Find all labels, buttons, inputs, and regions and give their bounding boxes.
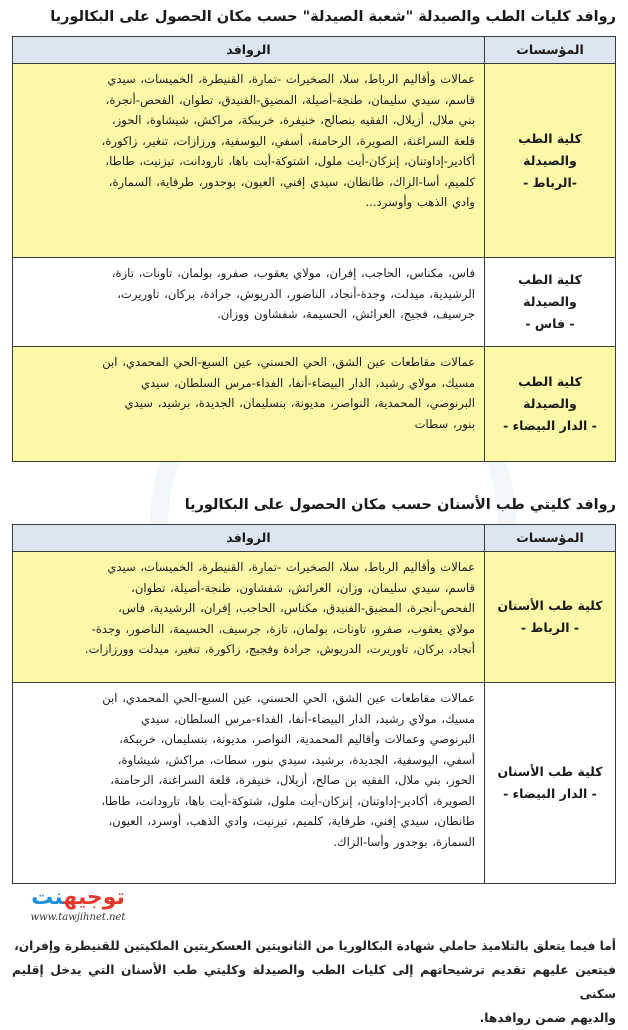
tributary-line: بني ملال، أزيلال، الفقيه بنصالح، خنيفرة، خريبكة، مراكش، شيشاوة، الحوز، (111, 113, 475, 127)
logo-text-part1: توجيه (63, 885, 125, 910)
tributaries-cell (13, 64, 485, 258)
table-row (13, 552, 616, 683)
tributary-line: قاسم، سيدي سليمان، وزان، العرائش، شفشاون، طنجة-أصيلة، تطوان، (131, 580, 475, 595)
tributary-line: الفحص-أنجرة، المضيق-الفنيدق، مكناس، الحاجب، إفران، الرشيدية، فاس، (118, 601, 475, 615)
footer-line: فيتعين عليهم تقديم ترشيحاتهم إلى كليات الطب والصيدلة وكليتي طب الأسنان التي يدخل إقليم سكنى (12, 963, 616, 1001)
logo-text-part2: نت (31, 885, 64, 910)
footer-line: أما فيما يتعلق بالتلاميذ حاملي شهادة البكالوريا من الثانويتين العسكريتين الملكيتين للقنيطرة وإفران، (14, 939, 616, 953)
institution-cell (485, 347, 616, 462)
tributary-line: عمالات مقاطعات عين الشق، الحي الحسني، عين السبع-الحي المحمدي، ابن (102, 355, 475, 369)
tawjihnet-logo (14, 885, 142, 931)
institution-name: كلية طب الأسنان (497, 598, 603, 613)
tributary-line: أكادير-إداوتنان، إنزكان-أيت ملول، اشتوكة-أيت باها، تارودانت، تيزنيت، طاطا، (105, 154, 475, 168)
header-institutions: المؤسسات (485, 525, 616, 552)
institution-name: كلية الطب والصيدلة (518, 130, 582, 168)
tributary-line: مولاي يعقوب، صفرو، تاونات، بولمان، تازة، جرسيف، الحسيمة، الناضور، وجدة- (91, 621, 475, 636)
tributary-line: عمالات مقاطعات عين الشق، الحي الحسني، عين السبع-الحي المحمدي، ابن (102, 691, 475, 705)
tributary-line: فاس، مكناس، الحاجب، إفران، مولاي يعقوب، صفرو، بولمان، تاونات، تازة، (111, 266, 475, 280)
tributaries-cell (13, 683, 485, 884)
tributary-line: طانطان، سيدي إفني، طرفاية، كلميم، تيزنيت، وادي الذهب، أوسرد، العيون، (108, 814, 475, 828)
table-row (13, 347, 616, 462)
tributary-line: مسيك، مولاي رشيد، الدار البيضاء-أنفا، الفداء-مرس السلطان، سيدي (140, 711, 475, 726)
tributary-line: جرسيف، فجيج، العرائش، الحسيمة، شفشاون ووزان. (217, 307, 475, 321)
institution-cell (485, 64, 616, 258)
table-row (13, 683, 616, 884)
tributary-line: أسفي، اليوسفية، الجديدة، برشيد، سيدي بنور، سطات، مراكش، شيشاوة، (117, 752, 475, 767)
footer-line: والديهم ضمن روافدها. (479, 1011, 616, 1025)
institution-city: -الرباط - (523, 174, 577, 190)
footer-note (12, 934, 616, 1030)
institution-city: - الدار البيضاء - (503, 418, 597, 433)
tributaries-cell (13, 552, 485, 683)
institution-cell (485, 552, 616, 683)
institution-city: - الدار البيضاء - (503, 786, 597, 801)
dentistry-table (12, 524, 616, 884)
logo-text (14, 885, 142, 911)
tributary-line: قاسم، سيدي سليمان، طنجة-أصيلة، المضيق-الفنيدق، تطوان، الفحص-أنجرة، (105, 92, 475, 107)
tributary-line: البرنوصي، المحمدية، النواصر، مديونة، بنسليمان، الجديدة، برشيد، سيدي (124, 396, 475, 410)
header-institutions: المؤسسات (485, 37, 616, 64)
tributary-line: البرنوصي وعمالات وأقاليم المحمدية، النواصر، مديونة، بنسليمان، خريبكة، (119, 732, 475, 746)
institution-cell (485, 683, 616, 884)
header-tributaries: الروافد (13, 37, 485, 64)
tributaries-cell (13, 347, 485, 462)
table-row (13, 64, 616, 258)
tributary-line: الحوز، بني ملال، الفقيه بن صالح، أزيلال، خنيفرة، قلعة السراغنة، الرحامنة، (110, 773, 475, 787)
institution-name: كلية الطب والصيدلة (518, 374, 582, 411)
institution-cell (485, 258, 616, 347)
tributaries-cell (13, 258, 485, 347)
section1-title: روافد كليات الطب والصيدلة "شعبة الصيدلة" حسب مكان الحصول على البكالوريا (50, 9, 616, 25)
tributary-line: الصويرة، أكادير-إداوتنان، إنزكان-أيت ملول، شتوكة-أيت باها، تارودانت، طاطا، (101, 793, 475, 808)
institution-city: - فاس - (525, 316, 575, 331)
tributary-line: قلعة السراغنة، الصويرة، الرحامنة، أسفي، اليوسفية، ورزازات، تنغير، زاكورة، (101, 133, 475, 148)
pharmacy-table (12, 36, 616, 462)
tributary-line: بنور، سطات (414, 416, 475, 431)
header-tributaries: الروافد (13, 525, 485, 552)
tributary-line: عمالات وأقاليم الرباط، سلا، الصخيرات -تمارة، القنيطرة، الخميسات، سيدي (107, 560, 475, 574)
tributary-line: مسيك، مولاي رشيد، الدار البيضاء-أنفا، الفداء-مرس السلطان، سيدي (140, 375, 475, 390)
logo-url: www.tawjihnet.net (30, 912, 126, 923)
tributary-line: كلميم، أسا-الزاك، طانطان، سيدي إفني، العيون، بوجدور، طرفاية، السمارة، (108, 174, 475, 189)
institution-name: كلية طب الأسنان (497, 764, 603, 779)
tributary-line: وادي الذهب وأوسرد... (365, 195, 475, 209)
tributary-line: السمارة، بوجدور وأسا-الزاك. (333, 834, 475, 849)
section2-title: روافد كليتي طب الأسنان حسب مكان الحصول على البكالوريا (184, 497, 616, 513)
institution-name: كلية الطب والصيدلة (518, 272, 582, 309)
table-row (13, 258, 616, 347)
institution-city: - الرباط - (520, 620, 580, 635)
tributary-line: عمالات وأقاليم الرباط، سلا، الصخيرات -تمارة، القنيطرة، الخميسات، سيدي (107, 72, 475, 86)
tributary-line: أنجاد، بركان، تاوريرت، الدريوش، جرادة وفجيج، زاكورة، تنغير، ميدلت وورزازات. (84, 642, 475, 656)
tributary-line: الرشيدية، ميدلت، وجدة-أنجاد، الناضور، الدريوش، جرادة، بركان، تاوريرت، (117, 286, 475, 301)
